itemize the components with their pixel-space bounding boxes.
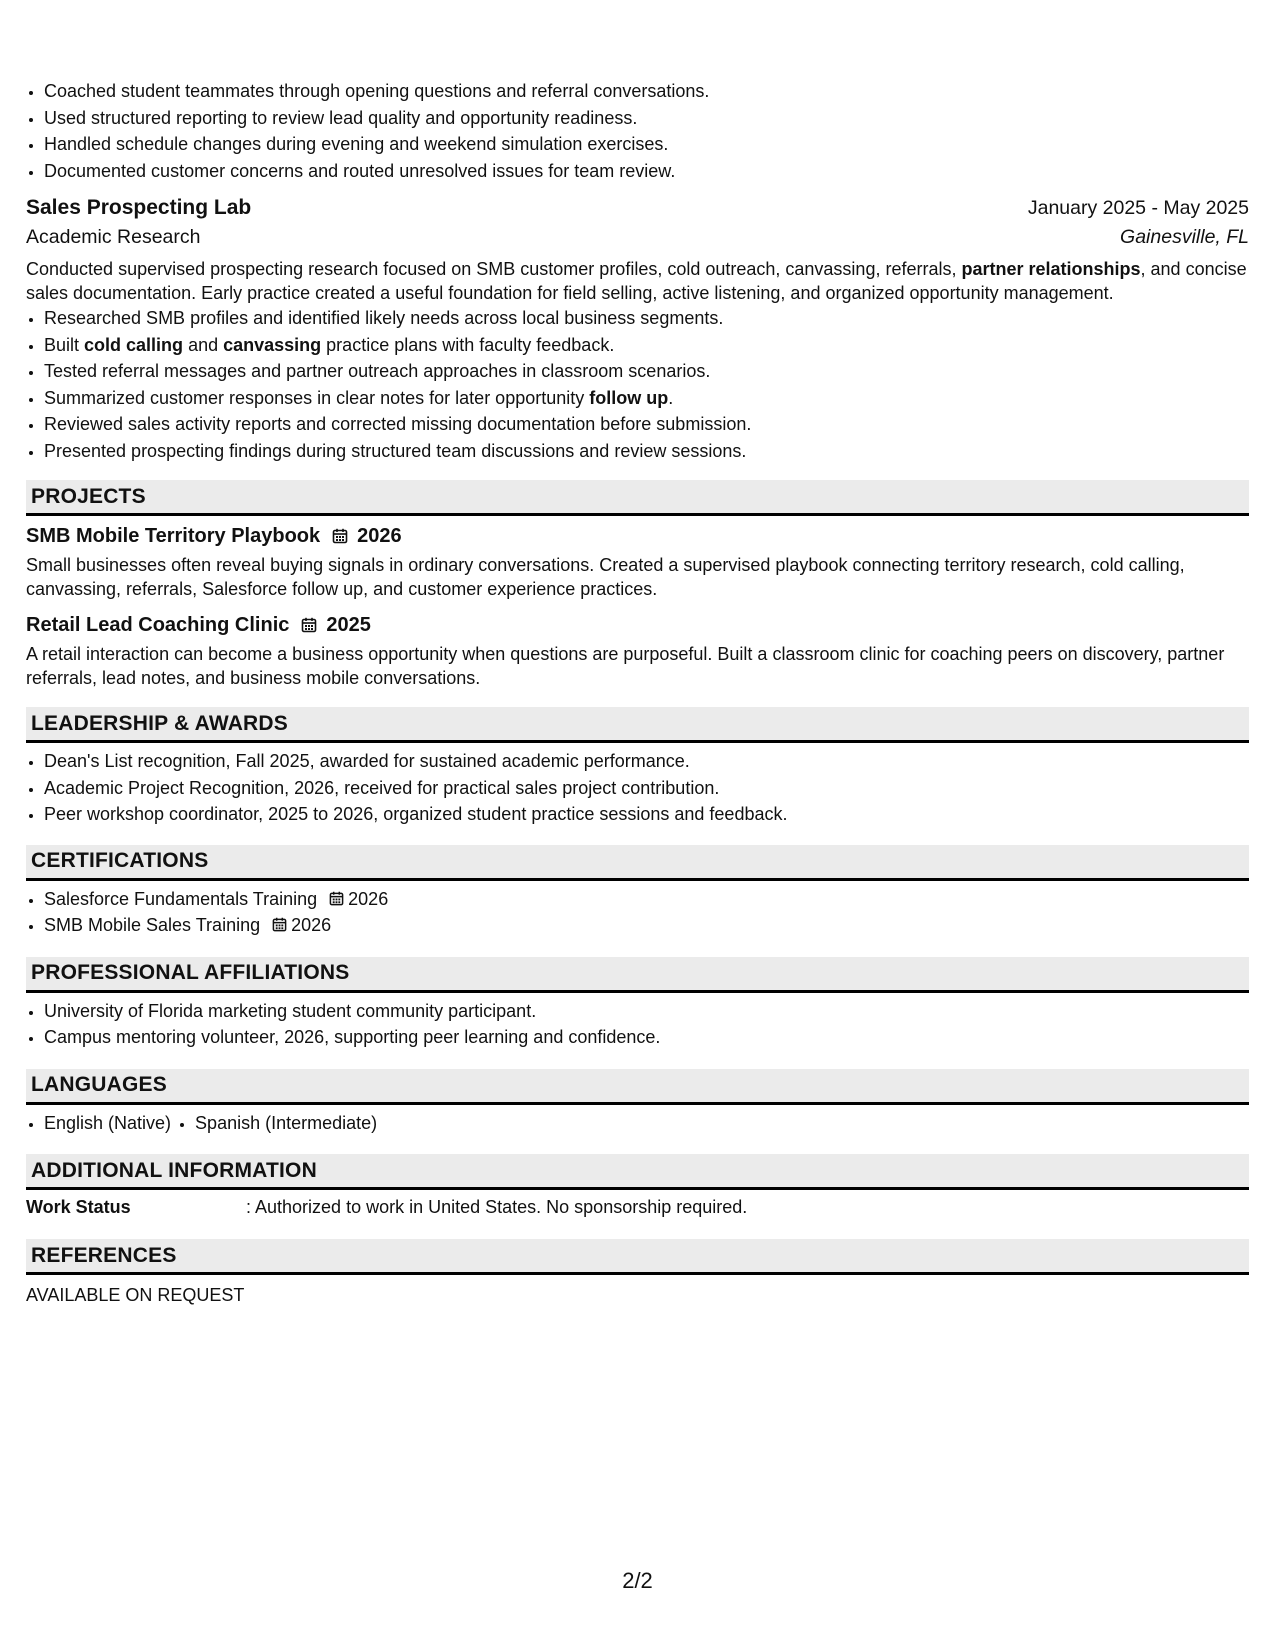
section-title: LANGUAGES (31, 1073, 167, 1096)
list-item (44, 332, 1249, 359)
project-description: A retail interaction can become a business opportunity when questions are purposeful. Built a classroom clinic for coaching peers on discovery, partner referrals, lead notes, and business mobile conversations. (26, 644, 1225, 688)
lab-summary (26, 257, 1249, 305)
list-item: • Tested referral messages and partner outreach approaches in classroom scenarios. (44, 358, 1249, 385)
list-item (44, 886, 1249, 913)
lab-location: Gainesville, FL (1120, 226, 1249, 248)
section-title: PROJECTS (31, 484, 146, 508)
certification-year: 2026 (291, 915, 332, 935)
certification-name: SMB Mobile Sales Training (44, 915, 261, 935)
list-item: • Academic Project Recognition, 2026, received for practical sales project contribution. (44, 775, 1249, 802)
section-header-affiliations (26, 957, 1249, 993)
project-title: Retail Lead Coaching Clinic (26, 613, 290, 636)
lab-bullets (26, 305, 1249, 464)
lab-entry (26, 196, 1249, 464)
text: Summarized customer responses in clear notes for later opportunity (44, 387, 590, 408)
calendar-icon (329, 891, 344, 906)
project-year: 2026 (357, 524, 402, 547)
languages-list (26, 1110, 1249, 1137)
project-header (26, 523, 1249, 549)
work-status-row (26, 1195, 1249, 1219)
lab-summary-text-end: , and concise sales documentation. Early practice created a useful foundation for field selling, active listening, and organized opportunity management. (26, 259, 1247, 303)
section-header-projects (26, 480, 1249, 516)
certification-year: 2026 (348, 888, 389, 909)
project-description: Small businesses often reveal buying signals in ordinary conversations. Created a supervised playbook connecting territory research, cold calling, canvassing, referrals, Salesforce follow up, and customer experience practices. (26, 555, 1185, 599)
text: . (668, 387, 674, 408)
certifications-list (26, 886, 1249, 939)
list-item: • Researched SMB profiles and identified likely needs across local business segments. (44, 305, 1249, 332)
text: and (183, 334, 224, 355)
bold-text: cold calling (84, 334, 184, 355)
section-header-additional (26, 1154, 1249, 1190)
leadership-list (26, 748, 1249, 828)
section-header-languages (26, 1069, 1249, 1105)
affiliations-list (26, 998, 1249, 1051)
lab-summary-bold: partner relationships (961, 259, 1141, 279)
list-item: • University of Florida marketing student community participant. (44, 998, 1249, 1025)
list-item: • Dean's List recognition, Fall 2025, awarded for sustained academic performance. (44, 748, 1249, 775)
lab-header (26, 196, 1249, 220)
list-item: • Documented customer concerns and routed unresolved issues for team review. (44, 158, 1249, 185)
list-item: • English (Native) (44, 1110, 171, 1137)
text: practice plans with faculty feedback. (321, 334, 615, 355)
experience-continued-bullets (26, 78, 1249, 184)
list-item: • Presented prospecting findings during structured team discussions and review sessions. (44, 438, 1249, 465)
calendar-icon (301, 617, 317, 633)
lab-subheader (26, 226, 1249, 249)
section-title: ADDITIONAL INFORMATION (31, 1158, 317, 1182)
section-title: REFERENCES (31, 1243, 177, 1267)
page-number: 2/2 (622, 1568, 653, 1593)
section-header-certifications (26, 845, 1249, 881)
work-status-label: Work Status (26, 1197, 131, 1217)
project-year: 2025 (326, 613, 371, 636)
list-item: • Coached student teammates through opening questions and referral conversations. (44, 78, 1249, 105)
calendar-icon (272, 917, 287, 932)
list-item (44, 385, 1249, 412)
list-item: • Campus mentoring volunteer, 2026, supporting peer learning and confidence. (44, 1024, 1249, 1051)
project-header (26, 612, 1249, 638)
project-item (26, 612, 1249, 690)
list-item: • Peer workshop coordinator, 2025 to 2026, organized student practice sessions and feedback. (44, 801, 1249, 828)
section-title: PROFESSIONAL AFFILIATIONS (31, 961, 350, 984)
list-item: • Reviewed sales activity reports and corrected missing documentation before submission. (44, 411, 1249, 438)
list-item: • Used structured reporting to review lead quality and opportunity readiness. (44, 105, 1249, 132)
list-item (44, 912, 1249, 939)
section-title: LEADERSHIP & AWARDS (31, 711, 288, 735)
section-title: CERTIFICATIONS (31, 849, 209, 872)
lab-dates: January 2025 - May 2025 (1027, 197, 1249, 219)
bold-text: canvassing (223, 334, 322, 355)
list-item: • Handled schedule changes during evening and weekend simulation exercises. (44, 131, 1249, 158)
project-item (26, 523, 1249, 601)
calendar-icon (332, 528, 348, 544)
project-title: SMB Mobile Territory Playbook (26, 524, 321, 547)
section-header-references (26, 1239, 1249, 1275)
text: Built (44, 334, 85, 355)
lab-org: Academic Research (26, 226, 201, 248)
references-text: AVAILABLE ON REQUEST (26, 1285, 245, 1305)
certification-name: Salesforce Fundamentals Training (44, 888, 318, 909)
lab-title: Sales Prospecting Lab (26, 196, 252, 219)
list-item: • Spanish (Intermediate) (195, 1110, 377, 1137)
lab-summary-text: Conducted supervised prospecting research focused on SMB customer profiles, cold outreach, canvassing, referrals, (26, 259, 962, 279)
work-status-value: : Authorized to work in United States. No sponsorship required. (246, 1197, 748, 1217)
bold-text: follow up (589, 387, 669, 408)
section-header-leadership (26, 707, 1249, 743)
